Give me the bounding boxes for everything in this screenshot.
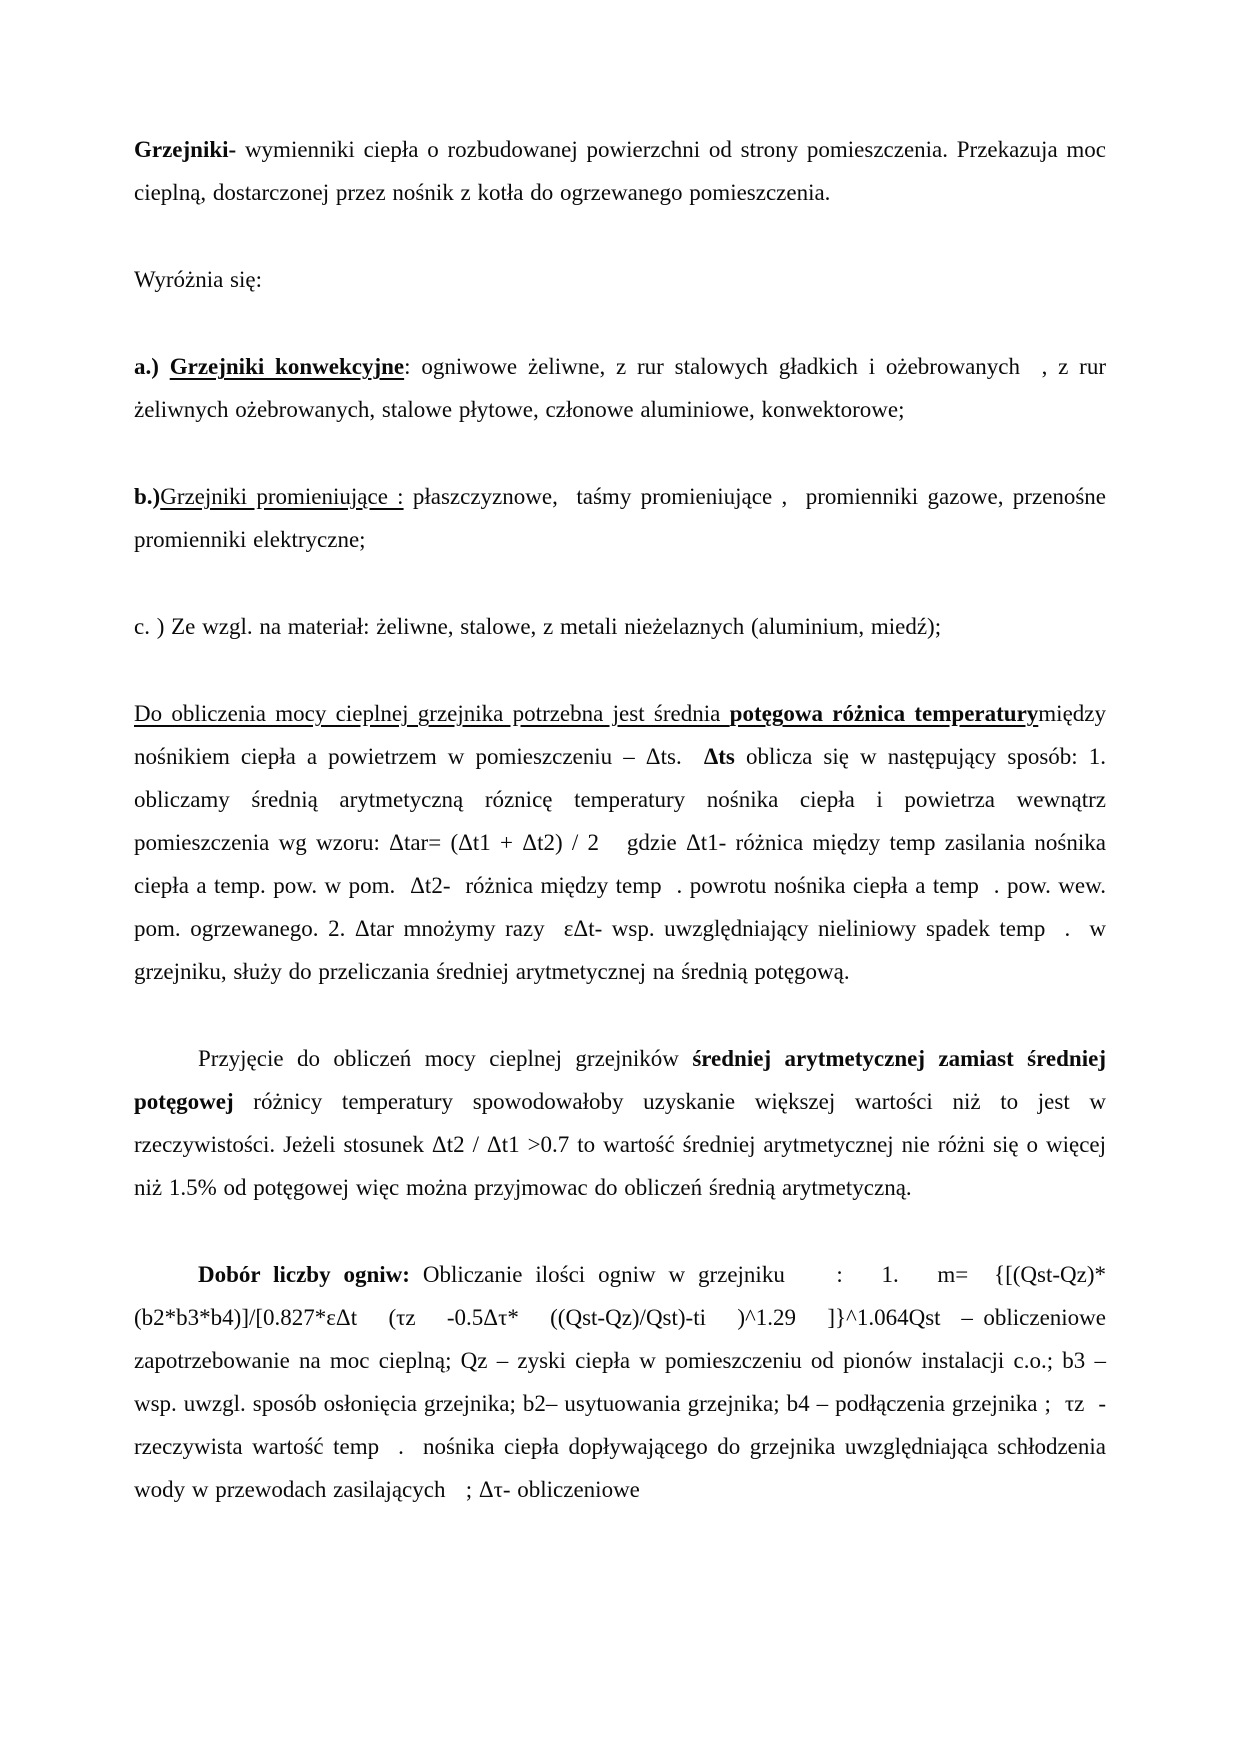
- text-segment: wymienniki ciepła o rozbudowanej powierzchni od strony pomieszczenia. Przekazuja moc cieplną, dostarczonej przez nośnik z kotła do ogrzewanego pomieszczenia.: [134, 137, 1106, 205]
- paragraph-przyjecie: [134, 1037, 1106, 1209]
- text-segment: średniej arytmetycznej zamiast średniej potęgowej: [134, 1046, 1106, 1114]
- text-segment: Grzejniki-: [134, 137, 237, 162]
- text-segment: : ogniwowe żeliwne, z rur stalowych gładkich i ożebrowanych , z rur żeliwnych ożebrowanych, stalowe płytowe, członowe aluminiowe, konwektorowe;: [134, 354, 1106, 422]
- text-segment: płaszczyznowe, taśmy promieniujące , promienniki gazowe, przenośne promienniki elektryczne;: [134, 484, 1106, 552]
- paragraph-item-b: [134, 475, 1106, 561]
- text-segment: Grzejniki promieniujące :: [160, 484, 404, 509]
- text-segment: potęgowa różnica temperatury: [729, 701, 1039, 726]
- text-segment: Do obliczenia mocy cieplnej grzejnika potrzebna jest średnia: [134, 701, 730, 726]
- text-segment: Przyjęcie do obliczeń mocy cieplnej grzejników: [198, 1046, 693, 1071]
- paragraph-dobor-liczby-ogniw: [134, 1253, 1106, 1511]
- document-body: [134, 128, 1106, 1511]
- text-segment: oblicza się w następujący sposób: 1. obliczamy średnią arytmetyczną róznicę temperatury nośnika ciepła i powietrza wewnątrz pomieszczenia wg wzoru: Δtar= (Δt1 + Δt2) / 2 gdzie Δt1- różnica między temp zasilania nośnika ciepła a temp. pow. w pom. Δt2- różnica między temp . powrotu nośnika ciepła a temp . pow. wew. pom. ogrzewanego. 2. Δtar mnożymy razy εΔt- wsp. uwzględniający nieliniowy spadek temp . w grzejniku, służy do przeliczania średniej arytmetycznej na średnią potęgową.: [134, 744, 1106, 984]
- text-segment: a.): [134, 354, 170, 379]
- text-segment: Wyróżnia się:: [134, 267, 262, 292]
- text-segment: c. ) Ze wzgl. na materiał: żeliwne, stalowe, z metali nieżelaznych (aluminium, miedź);: [134, 614, 942, 639]
- paragraph-wyroznia-sie: [134, 258, 1106, 301]
- text-segment: między nośnikiem ciepła a powietrzem w pomieszczeniu – Δts.: [134, 701, 1106, 769]
- paragraph-item-c: [134, 605, 1106, 648]
- paragraph-item-a: [134, 345, 1106, 431]
- text-segment: Dobór liczby ogniw:: [198, 1262, 410, 1287]
- paragraph-obliczenie-mocy: [134, 692, 1106, 993]
- text-segment: Δts: [703, 744, 735, 769]
- paragraph-intro: [134, 128, 1106, 214]
- text-segment: b.): [134, 484, 161, 509]
- text-segment: Obliczanie ilości ogniw w grzejniku : 1. m= {[(Qst-Qz)*(b2*b3*b4)]/[0.827*εΔt (τz -0.5Δτ* ((Qst-Qz)/Qst)-ti )^1.29 ]}^1.064Qst – obliczeniowe zapotrzebowanie na moc cieplną; Qz – zyski ciepła w pomieszczeniu od pionów instalacji c.o.; b3 – wsp. uwzgl. sposób osłonięcia grzejnika; b2– usytuowania grzejnika; b4 – podłączenia grzejnika ; τz -rzeczywista wartość temp . nośnika ciepła dopływającego do grzejnika uwzględniająca schłodzenia wody w przewodach zasilających ; Δτ- obliczeniowe: [134, 1262, 1107, 1502]
- text-segment: Grzejniki konwekcyjne: [169, 354, 405, 379]
- text-segment: różnicy temperatury spowodowałoby uzyskanie większej wartości niż to jest w rzeczywistości. Jeżeli stosunek Δt2 / Δt1 >0.7 to wartość średniej arytmetycznej nie różni się o więcej niż 1.5% od potęgowej więc można przyjmowac do obliczeń średnią arytmetyczną.: [134, 1089, 1106, 1200]
